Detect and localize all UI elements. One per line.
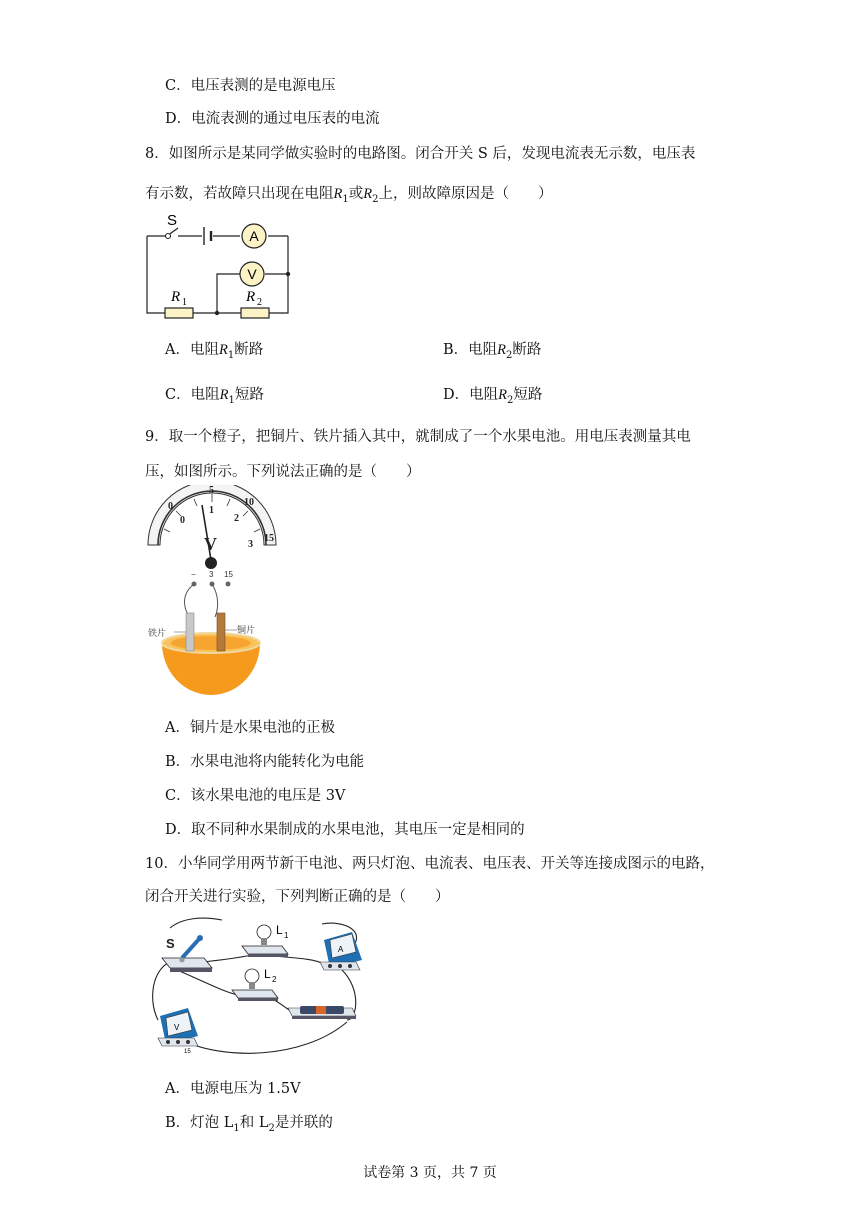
lamp1-letter: L	[276, 923, 283, 937]
sub-2: 2	[506, 349, 513, 361]
q9-stem-line2: 压，如图所示。下列说法正确的是（ ）	[145, 464, 421, 480]
r2-label: R	[246, 289, 256, 305]
scale-outer-5: 5	[209, 485, 214, 496]
q9-option-a: A．铜片是水果电池的正极	[165, 720, 335, 736]
lamp1-label	[276, 923, 283, 937]
opt-text: C．电阻	[165, 387, 220, 403]
iron-label: 铁片	[148, 629, 167, 639]
voltmeter-terminal: 15	[184, 1049, 191, 1055]
ammeter-letter: A	[338, 945, 344, 954]
q10-circuit-picture	[142, 910, 374, 1060]
scale-outer-0: 0	[168, 501, 173, 512]
q8-circuit-diagram	[140, 210, 300, 322]
terminal-neg: −	[191, 570, 196, 579]
q8-option-c	[165, 383, 264, 406]
var-r: R	[333, 186, 343, 202]
opt-text: 短路	[513, 387, 543, 403]
ammeter-label: A	[249, 228, 259, 244]
lamp2-label	[264, 967, 271, 981]
var-r: R	[218, 342, 228, 358]
scale-inner-2: 2	[234, 513, 239, 524]
sub-2: 2	[372, 193, 379, 205]
r1-label: R	[171, 289, 181, 305]
scale-inner-0: 0	[180, 515, 185, 526]
scale-inner-3: 3	[248, 539, 253, 550]
sub-1: 1	[342, 193, 349, 205]
switch-label: S	[167, 212, 178, 229]
q8-option-d	[443, 383, 542, 406]
opt-text: B．灯泡 L	[165, 1115, 234, 1131]
voltmeter-letter: V	[174, 1023, 180, 1032]
q10-option-a: A．电源电压为 1.5V	[165, 1081, 301, 1097]
sub-2: 2	[268, 1122, 275, 1134]
q8-stem-line2	[145, 182, 552, 205]
voltmeter-label: V	[247, 266, 257, 282]
q10-stem-line2: 闭合开关进行实验，下列判断正确的是（ ）	[145, 889, 450, 905]
terminal-15: 15	[224, 570, 233, 579]
meter-letter: V	[204, 534, 217, 554]
opt-text: 是并联的	[274, 1115, 333, 1131]
q10-option-b	[165, 1111, 333, 1134]
opt-text: D．电阻	[443, 387, 499, 403]
q7-option-c: C．电压表测的是电源电压	[165, 78, 336, 94]
q8-stem-text: 有示数，若故障只出现在电阻	[145, 186, 334, 202]
copper-label: 铜片	[237, 626, 256, 636]
q8-stem-line1: 8．如图所示是某同学做实验时的电路图。闭合开关 S 后，发现电流表无示数，电压表	[145, 146, 696, 162]
q9-option-b: B．水果电池将内能转化为电能	[165, 754, 365, 770]
opt-text: 和 L	[239, 1115, 269, 1131]
q10-stem-line1: 10．小华同学用两节新干电池、两只灯泡、电流表、电压表、开关等连接成图示的电路，	[145, 856, 715, 872]
q7-option-d: D．电流表测的通过电压表的电流	[165, 111, 380, 127]
r1-sub: 1	[182, 297, 187, 308]
scale-outer-15: 15	[264, 533, 274, 544]
q9-option-d: D．取不同种水果制成的水果电池，其电压一定是相同的	[165, 822, 525, 838]
opt-text: 短路	[234, 387, 264, 403]
var-r: R	[497, 342, 507, 358]
q8-option-a	[165, 338, 263, 361]
opt-text: A．电阻	[165, 342, 219, 358]
sub-1: 1	[233, 1122, 240, 1134]
scale-inner-1: 1	[209, 505, 214, 516]
switch-label: S	[166, 936, 175, 951]
q8-stem-tail: 上，则故障原因是（ ）	[378, 186, 553, 202]
q8-option-b	[443, 338, 541, 361]
page-footer: 试卷第 3 页，共 7 页	[363, 1165, 497, 1181]
scale-outer-10: 10	[244, 497, 254, 508]
q9-stem-line1: 9．取一个橙子，把铜片、铁片插入其中，就制成了一个水果电池。用电压表测量其电	[145, 429, 691, 445]
sub-1: 1	[227, 349, 235, 361]
r2-sub: 2	[257, 297, 262, 308]
opt-text: B．电阻	[443, 342, 498, 358]
sub-2: 2	[507, 394, 514, 406]
terminal-3: 3	[209, 570, 214, 579]
lamp1-sub: 1	[284, 931, 289, 940]
q9-option-c: C．该水果电池的电压是 3V	[165, 788, 346, 804]
var-r: R	[498, 387, 507, 403]
lamp2-sub: 2	[272, 975, 277, 984]
var-r: R	[363, 186, 373, 202]
var-r: R	[219, 387, 229, 403]
q9-fruit-battery-figure	[140, 485, 280, 703]
lamp2-letter: L	[264, 967, 271, 981]
sub-1: 1	[228, 394, 235, 406]
opt-text: 断路	[512, 342, 542, 358]
opt-text: 断路	[234, 342, 264, 358]
q8-or: 或	[348, 186, 364, 202]
